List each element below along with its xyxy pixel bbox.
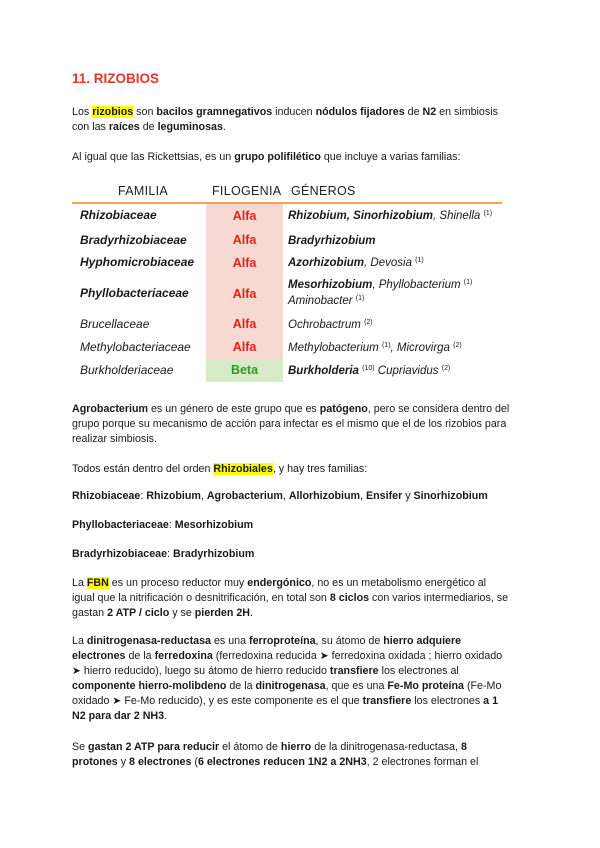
highlight-rizobios: rizobios: [92, 106, 134, 118]
generos-cell: Azorhizobium, Devosia $^{(1)}$: [288, 257, 424, 269]
filogenia-cell: Alfa: [206, 336, 283, 359]
filogenia-cell: Alfa: [206, 252, 283, 275]
familia-cell: Brucellaceae: [80, 317, 150, 331]
generos-cell: Burkholderia $^{(10)}$ Cupriavidus $^{(2)}$: [288, 365, 451, 377]
table-row: [72, 275, 502, 313]
table-row: [72, 359, 502, 382]
paragraph-phyllobacteriaceae: Phyllobacteriaceae: Mesorhizobium: [72, 519, 254, 531]
header-generos: GÉNEROS: [291, 184, 356, 198]
filogenia-cell: Alfa: [206, 229, 283, 252]
highlight-rhizobiales: Rhizobiales: [213, 463, 273, 475]
familia-cell: Phyllobacteriaceae: [80, 286, 189, 300]
generos-cell: Rhizobium, Sinorhizobium, Shinella $^{(1)}$: [288, 210, 493, 222]
generos-cell: Mesorhizobium, Phyllobacterium $^{(1)}$ Aminobacter $^{(1)}$: [288, 279, 473, 307]
rizobios-table: [72, 178, 502, 382]
paragraph-rhizobiales: Todos están dentro del orden Rhizobiales, y hay tres familias:: [72, 463, 368, 475]
familia-cell: Rhizobiaceae: [80, 208, 157, 222]
paragraph-fbn: La FBN es un proceso reductor muy endergónico, no es un metabolismo energético al igual que la nitrificación o desnitrificación, en total son 8 ciclos con varios intermediarios, se gastan 2 ATP / ciclo y se pierden 2H.: [72, 577, 509, 619]
table-header: [72, 178, 502, 204]
table-row: [72, 313, 502, 336]
table-row: [72, 229, 502, 252]
section-heading: 11. RIZOBIOS: [72, 71, 160, 86]
familia-cell: Hyphomicrobiaceae: [80, 255, 195, 269]
familia-cell: Burkholderiaceae: [80, 363, 174, 377]
table-row: [72, 204, 502, 229]
table-row: [72, 252, 502, 275]
paragraph-atp: Se gastan 2 ATP para reducir el átomo de hierro de la dinitrogenasa-reductasa, 8 protones y 8 electrones (6 electrones reducen 1N2 a 2NH3, 2 electrones forman el: [72, 741, 479, 768]
filogenia-cell: Beta: [206, 359, 283, 382]
generos-cell: Methylobacterium $^{(1)}$, Microvirga $^{(2)}$: [288, 342, 462, 354]
table-row: [72, 336, 502, 359]
familia-cell: Bradyrhizobiaceae: [80, 233, 187, 247]
generos-cell: Ochrobactrum $^{(2)}$: [288, 319, 373, 331]
paragraph-rhizobiaceae: Rhizobiaceae: Rhizobium, Agrobacterium, Allorhizobium, Ensifer y Sinorhizobium: [72, 490, 488, 502]
header-filogenia: FILOGENIA: [212, 184, 282, 198]
filogenia-cell: Alfa: [206, 204, 283, 229]
familia-cell: Methylobacteriaceae: [80, 340, 191, 354]
paragraph-agrobacterium: Agrobacterium es un género de este grupo que es patógeno, pero se considera dentro del grupo porque su mecanismo de acción para infectar es el mismo que el de los rizobios para realizar simbiosis.: [72, 403, 510, 445]
header-familia: FAMILIA: [118, 184, 169, 198]
paragraph-dinitrogenasa: La dinitrogenasa-reductasa es una ferroproteína, su átomo de hierro adquiere electrones de la ferredoxina (ferredoxina reducida ➤ ferredoxina oxidada ; hierro oxidado ➤ hierro reducido), luego su átomo de hierro reducido transfiere los electrones al componente hierro-molibdeno de la dinitrogenasa, que es una Fe-Mo proteína (Fe-Mo oxidado ➤ Fe-Mo reducido), y es este componente es el que transfiere los electrones a 1 N2 para dar 2 NH3.: [72, 635, 503, 722]
paragraph-polifiletico: Al igual que las Rickettsias, es un grupo polifilético que incluye a varias familias:: [72, 151, 461, 163]
highlight-fbn: FBN: [86, 577, 109, 589]
generos-cell: Bradyrhizobium: [288, 235, 376, 247]
filogenia-cell: Alfa: [206, 275, 283, 313]
paragraph-rizobios-intro: Los rizobios son bacilos gramnegativos inducen nódulos fijadores de N2 en simbiosis con las raíces de leguminosas.: [72, 106, 498, 133]
filogenia-cell: Alfa: [206, 313, 283, 336]
paragraph-bradyrhizobiaceae: Bradyrhizobiaceae: Bradyrhizobium: [72, 548, 255, 560]
